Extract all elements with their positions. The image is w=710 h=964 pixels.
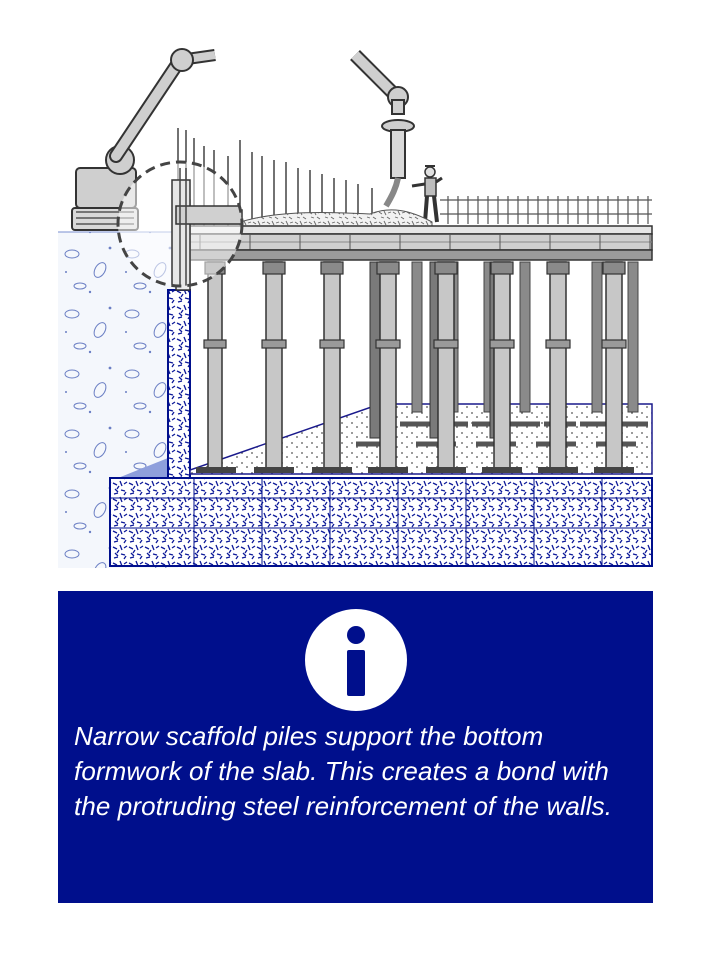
info-caption: Narrow scaffold piles support the bottom formwork of the slab. This creates a bond with the protruding steel reinforcement of the walls. xyxy=(74,721,613,821)
worker-icon xyxy=(412,166,442,222)
foundation xyxy=(110,478,652,566)
pump-boom-icon xyxy=(355,55,414,206)
rebar-cage-right xyxy=(440,196,652,224)
ground-slab xyxy=(190,404,652,474)
slab-formwork xyxy=(178,226,652,260)
info-icon xyxy=(305,609,407,711)
info-panel xyxy=(58,591,653,903)
